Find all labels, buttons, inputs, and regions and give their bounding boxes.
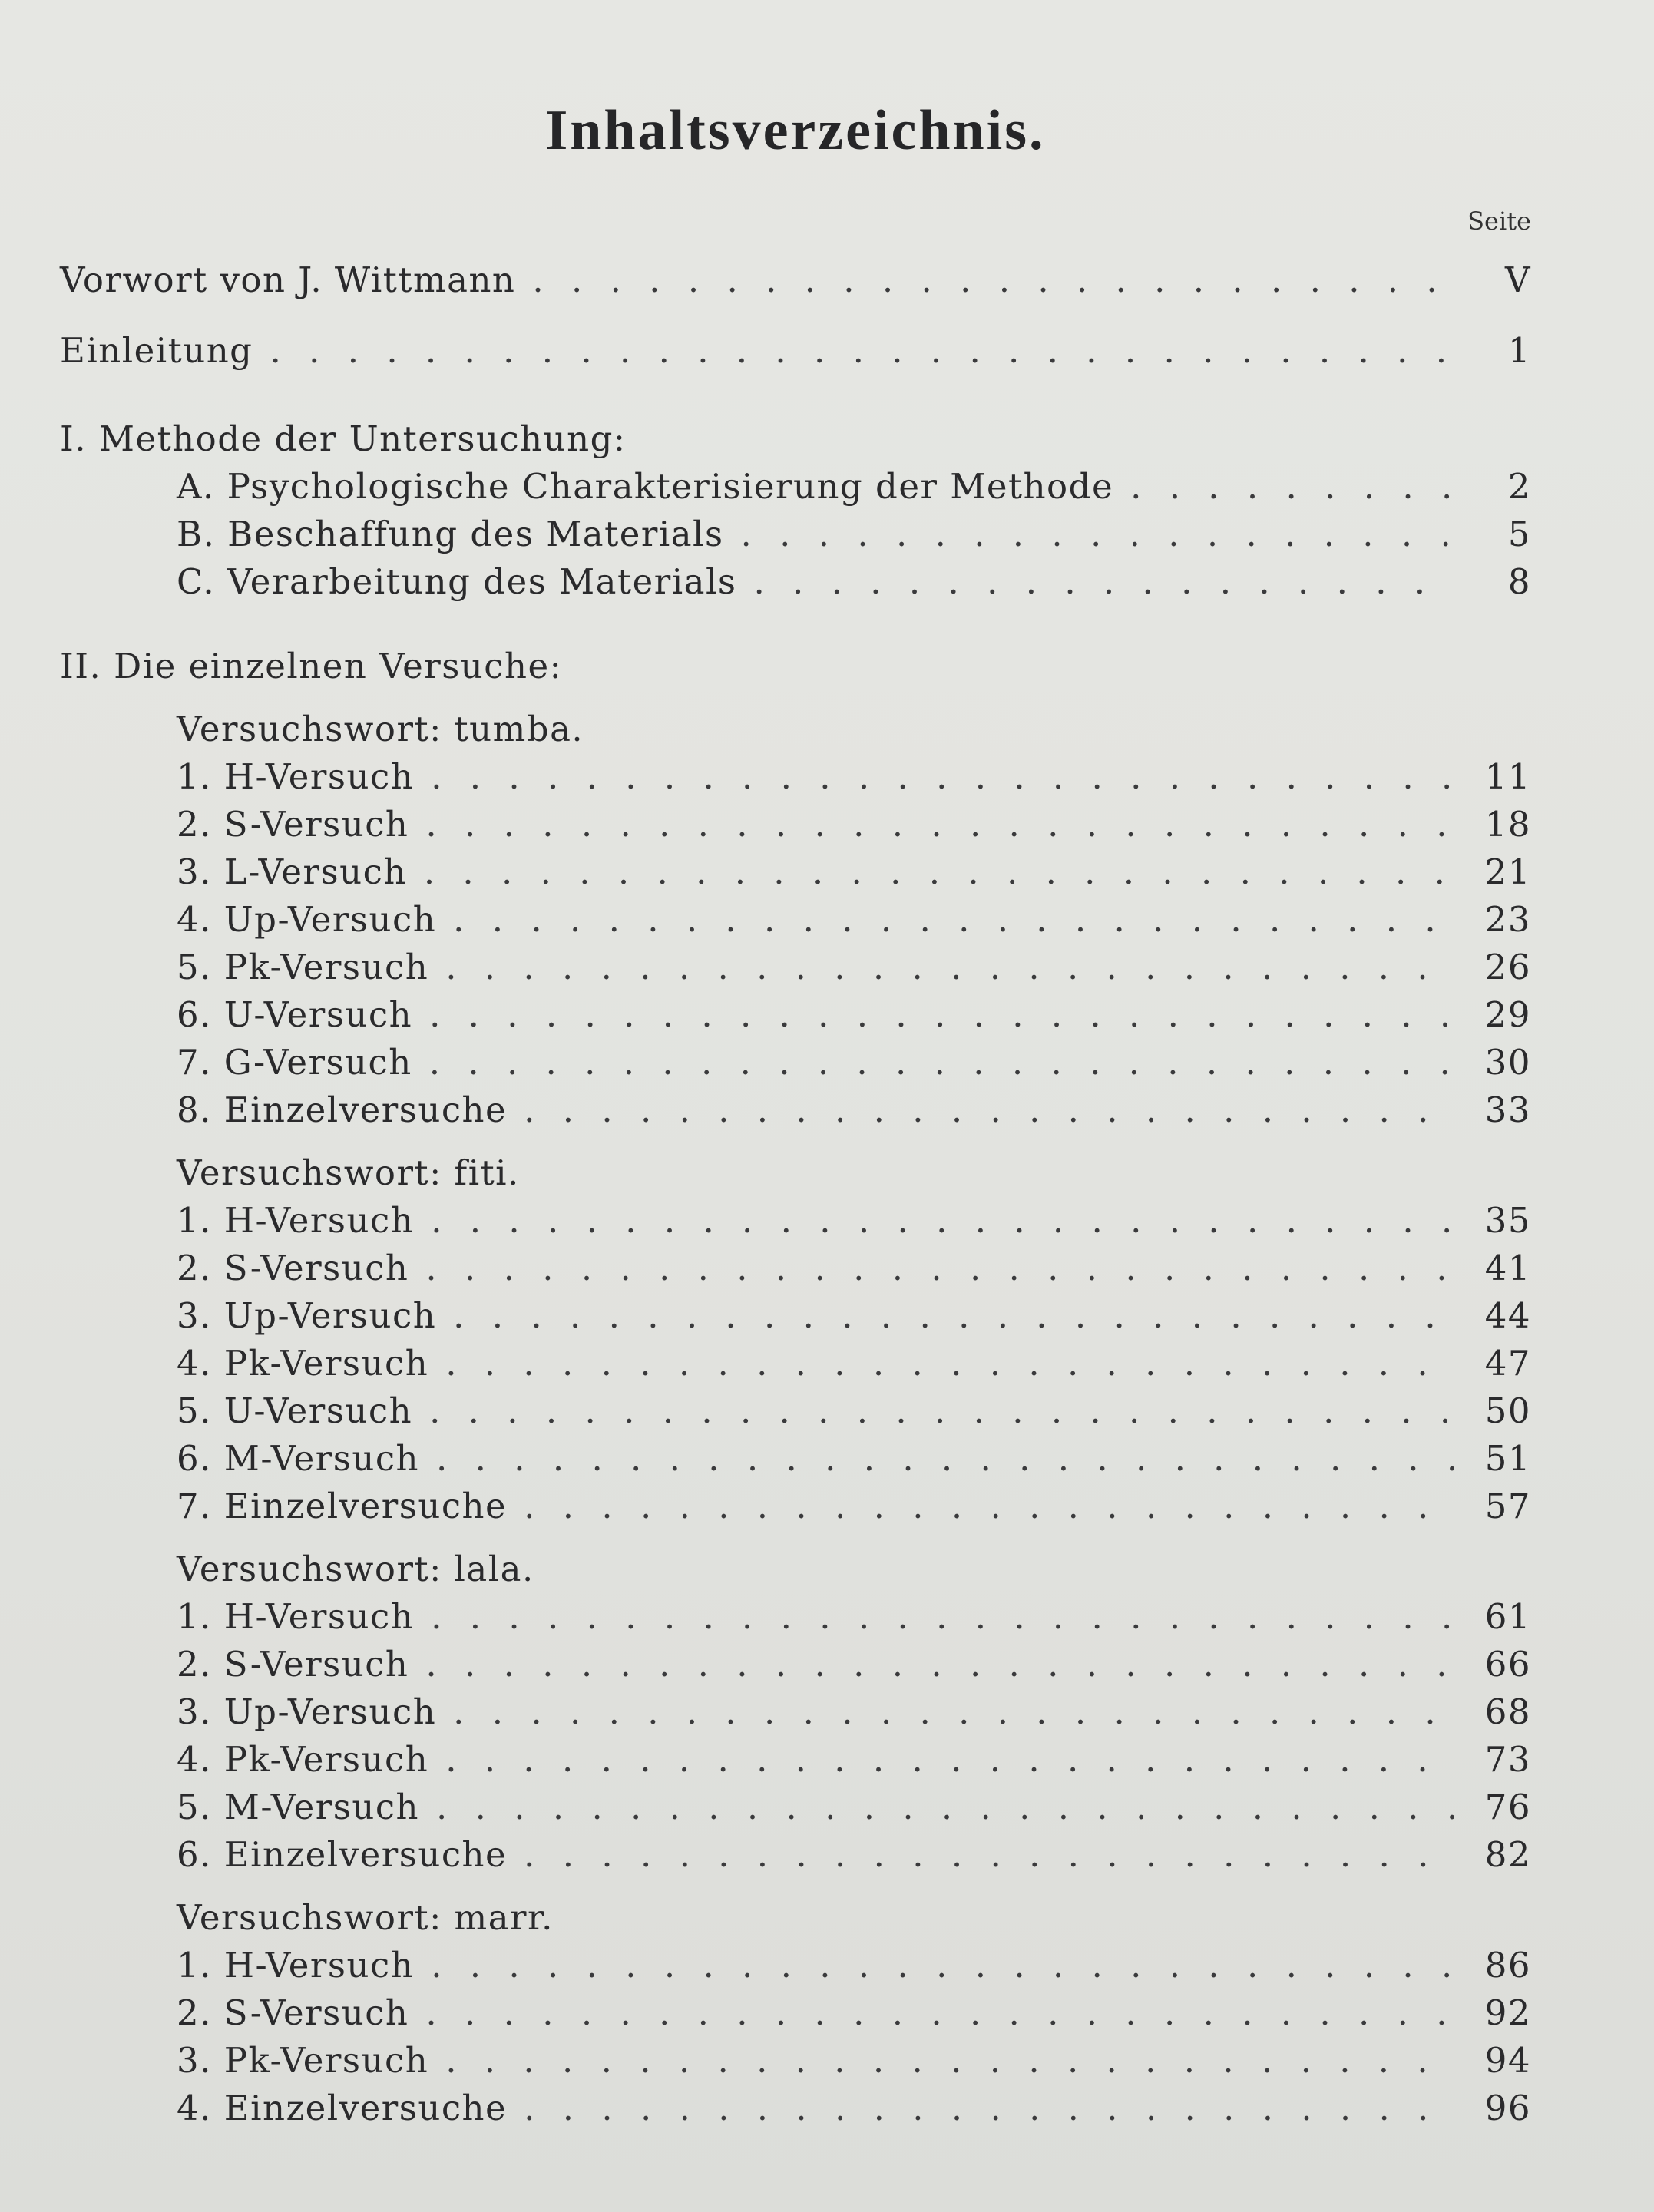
dot-leader	[436, 1435, 1454, 1483]
dot-leader	[429, 1387, 1454, 1435]
toc-entry-label: 1. H-Versuch	[177, 1945, 415, 1986]
toc-entry	[60, 1086, 1531, 1134]
toc-entry-label: 4. Up-Versuch	[177, 899, 437, 940]
dot-leader	[429, 1039, 1454, 1086]
toc-entry-label: 4. Pk-Versuch	[177, 1343, 429, 1384]
toc-entry-page: 35	[1484, 1200, 1531, 1241]
dot-leader	[425, 801, 1454, 848]
toc-entry-page: 66	[1484, 1644, 1531, 1685]
toc-entry-page: 51	[1484, 1438, 1531, 1479]
toc-entry-label: 4. Einzelversuche	[177, 2088, 508, 2128]
toc-entry	[60, 848, 1531, 896]
toc-entry-page: 33	[1484, 1089, 1531, 1130]
toc-entry-page: 44	[1484, 1295, 1531, 1336]
toc-entry	[60, 463, 1531, 511]
toc-entry-label: 1. H-Versuch	[177, 1200, 415, 1241]
versuchswort-heading: Versuchswort: fiti.	[177, 1152, 520, 1193]
dot-leader	[753, 558, 1454, 606]
toc-entry	[60, 1340, 1531, 1387]
toc-entry-label: 2. S-Versuch	[177, 1992, 409, 2033]
toc-entry-label: 3. L-Versuch	[177, 851, 407, 892]
toc-entry-label: 2. S-Versuch	[177, 804, 409, 845]
page-title: Inhaltsverzeichnis.	[545, 99, 1046, 162]
toc-entry-page: 29	[1484, 994, 1531, 1035]
toc-entry	[60, 1292, 1531, 1340]
toc-entry-label: 5. Pk-Versuch	[177, 947, 429, 987]
toc-entry	[60, 1831, 1531, 1879]
toc-entry	[60, 1483, 1531, 1530]
toc-entry	[60, 1435, 1531, 1483]
toc-entry	[60, 1197, 1531, 1245]
toc-entry-page: 68	[1484, 1691, 1531, 1732]
dot-leader	[524, 1483, 1454, 1530]
toc-entry-label: 1. H-Versuch	[177, 756, 415, 797]
toc-entry-page: 1	[1507, 330, 1531, 371]
dot-leader	[445, 1736, 1454, 1784]
toc-entry-page: 30	[1484, 1042, 1531, 1083]
toc-entry-label: 6. M-Versuch	[177, 1438, 420, 1479]
toc-entry-einleitung	[60, 316, 1531, 386]
toc-entry-label: 2. S-Versuch	[177, 1644, 409, 1685]
dot-leader	[453, 896, 1454, 944]
part-2-list	[60, 706, 1531, 2132]
dot-leader	[425, 1245, 1454, 1292]
toc-entry	[60, 1387, 1531, 1435]
toc-entry-label: 3. Up-Versuch	[177, 1295, 437, 1336]
toc-entry	[60, 801, 1531, 848]
toc-entry-page: 5	[1507, 514, 1531, 554]
dot-leader	[425, 1641, 1454, 1688]
versuchswort-heading: Versuchswort: tumba.	[177, 709, 584, 749]
toc-entry-page: 47	[1484, 1343, 1531, 1384]
toc-entry-page: V	[1505, 260, 1531, 300]
toc-entry	[60, 1641, 1531, 1688]
dot-leader	[431, 1593, 1454, 1641]
toc-entry	[60, 2085, 1531, 2132]
toc-entry-page: 94	[1484, 2040, 1531, 2081]
part-1-list	[60, 463, 1531, 606]
dot-leader	[424, 848, 1454, 896]
toc-entry	[60, 944, 1531, 991]
toc-entry-label: A. Psychologische Charakterisierung der Methode	[177, 466, 1114, 507]
toc-entry	[60, 896, 1531, 944]
toc-entry	[60, 1593, 1531, 1641]
toc-entry-page: 57	[1484, 1486, 1531, 1526]
dot-leader	[436, 1784, 1454, 1831]
toc-entry	[60, 991, 1531, 1039]
dot-leader	[431, 1197, 1454, 1245]
toc-entry-label: 3. Pk-Versuch	[177, 2040, 429, 2081]
toc-entry-page: 96	[1484, 2088, 1531, 2128]
toc-entry-label: Einleitung	[60, 330, 253, 371]
toc-entry-label: 6. Einzelversuche	[177, 1834, 508, 1875]
part-1-heading: I. Methode der Untersuchung:	[60, 418, 627, 459]
versuchswort-heading: Versuchswort: lala.	[177, 1549, 534, 1589]
page-column-label: Seite	[1467, 207, 1531, 236]
toc-entry-page: 92	[1484, 1992, 1531, 2033]
toc-entry-label: 8. Einzelversuche	[177, 1089, 508, 1130]
toc-entry-page: 61	[1484, 1596, 1531, 1637]
toc-entry	[60, 1039, 1531, 1086]
dot-leader	[453, 1688, 1454, 1736]
toc-entry-page: 86	[1484, 1945, 1531, 1986]
toc-entry-page: 21	[1484, 851, 1531, 892]
toc-entry	[60, 753, 1531, 801]
dot-leader	[524, 1086, 1454, 1134]
toc-entry	[60, 1736, 1531, 1784]
toc-entry-label: 5. U-Versuch	[177, 1390, 413, 1431]
toc-entry-label: 7. Einzelversuche	[177, 1486, 508, 1526]
toc-entry-label: 3. Up-Versuch	[177, 1691, 437, 1732]
toc-entry	[60, 1942, 1531, 1989]
toc-entry-page: 23	[1484, 899, 1531, 940]
toc-entry-label: Vorwort von J. Wittmann	[60, 260, 516, 300]
dot-leader	[741, 511, 1454, 558]
part-2-heading: II. Die einzelnen Versuche:	[60, 646, 563, 686]
dot-leader	[431, 753, 1454, 801]
dot-leader	[1130, 463, 1454, 511]
toc-entry	[60, 1245, 1531, 1292]
toc-entry-page: 8	[1507, 561, 1531, 602]
toc-entry	[60, 558, 1531, 606]
dot-leader	[429, 991, 1454, 1039]
dot-leader	[453, 1292, 1454, 1340]
toc-entry-label: C. Verarbeitung des Materials	[177, 561, 737, 602]
toc-entry-page: 82	[1484, 1834, 1531, 1875]
dot-leader	[445, 1340, 1454, 1387]
toc-entry-label: 5. M-Versuch	[177, 1787, 420, 1827]
toc-entry-label: 6. U-Versuch	[177, 994, 413, 1035]
dot-leader	[524, 1831, 1454, 1879]
toc-entry-label: B. Beschaffung des Materials	[177, 514, 724, 554]
dot-leader	[425, 1989, 1454, 2037]
toc-entry-label: 7. G-Versuch	[177, 1042, 412, 1083]
toc-entry-page: 50	[1484, 1390, 1531, 1431]
dot-leader	[532, 245, 1454, 316]
toc-entry-page: 26	[1484, 947, 1531, 987]
dot-leader	[270, 316, 1455, 386]
toc-entry-page: 73	[1484, 1739, 1531, 1780]
toc-entry	[60, 1989, 1531, 2037]
toc-entry	[60, 1784, 1531, 1831]
dot-leader	[445, 2037, 1454, 2085]
toc-entry	[60, 2037, 1531, 2085]
toc-entry	[60, 1688, 1531, 1736]
toc-entry-page: 2	[1507, 466, 1531, 507]
toc-entry-page: 76	[1484, 1787, 1531, 1827]
dot-leader	[431, 1942, 1454, 1989]
versuchswort-heading: Versuchswort: marr.	[177, 1897, 554, 1938]
toc-entry-vorwort	[60, 245, 1531, 316]
dot-leader	[445, 944, 1454, 991]
toc-entry-page: 41	[1484, 1248, 1531, 1288]
toc-entry-label: 4. Pk-Versuch	[177, 1739, 429, 1780]
toc-entry	[60, 511, 1531, 558]
dot-leader	[524, 2085, 1454, 2132]
toc-entry-page: 11	[1484, 756, 1531, 797]
toc-entry-page: 18	[1484, 804, 1531, 845]
toc-entry-label: 1. H-Versuch	[177, 1596, 415, 1637]
toc-entry-label: 2. S-Versuch	[177, 1248, 409, 1288]
